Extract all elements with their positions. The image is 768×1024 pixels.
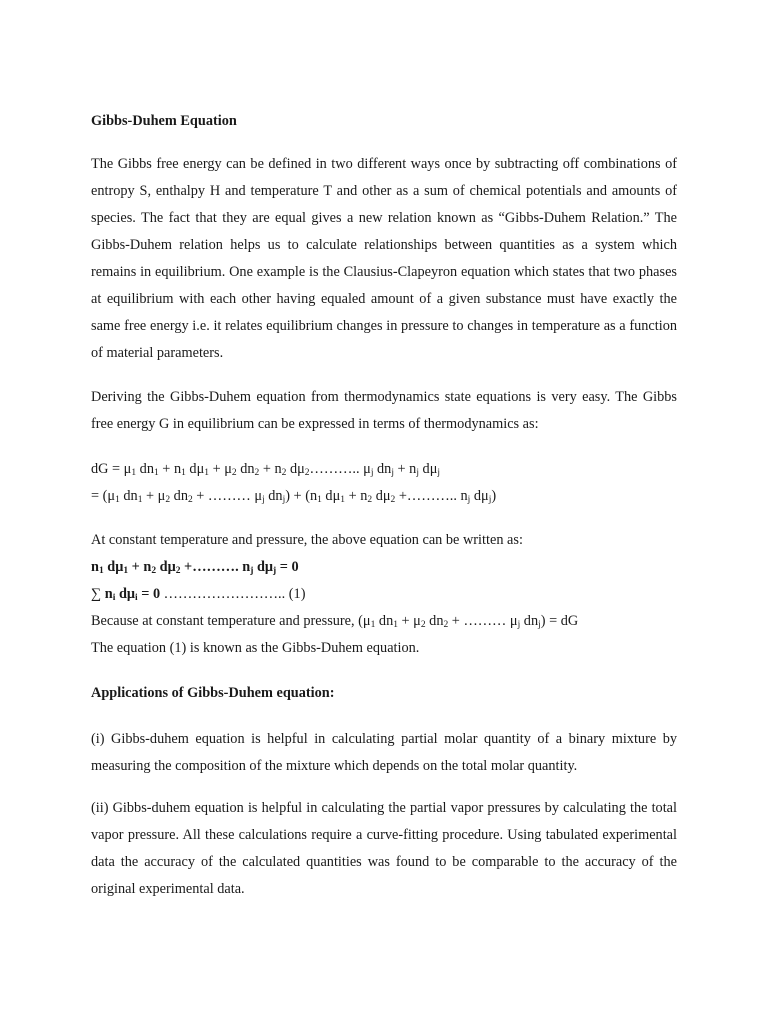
deriving-paragraph-block xyxy=(91,384,677,438)
applications-heading: Applications of Gibbs-Duhem equation: xyxy=(91,685,335,701)
intro-paragraph-block xyxy=(91,151,677,367)
application-one-paragraph: (i) Gibbs-duhem equation is helpful in calculating partial molar quantity of a binary mixture by measuring the composition of the mixture which depends on the total molar quantity. xyxy=(91,731,677,774)
application-two-paragraph: (ii) Gibbs-duhem equation is helpful in calculating the partial vapor pressures by calculating the total vapor pressure. All these calculations require a curve-fitting procedure. Using tabulated experimental data the accuracy of the calculated quantities was found to be comparable to the accuracy of the original experimental data. xyxy=(91,800,677,897)
deriving-paragraph: Deriving the Gibbs-Duhem equation from thermodynamics state equations is very easy. The Gibbs free energy G in equilibrium can be expressed in terms of thermodynamics as: xyxy=(91,389,677,432)
intro-paragraph: The Gibbs free energy can be defined in two different ways once by subtracting off combinations of entropy S, enthalpy H and temperature T and other as a sum of chemical potentials and amounts of species. The fact that they are equal gives a new relation known as “Gibbs-Duhem Relation.” The Gibbs-Duhem relation helps us to calculate relationships between quantities as a system which remains in equilibrium. One example is the Clausius-Clapeyron equation which states that two phases at equilibrium with each other having equaled amount of a given substance must have exactly the same free energy i.e. it relates equilibrium changes in pressure to changes in temperature as a function of material parameters. xyxy=(91,156,677,361)
equation-gibbs-duhem-expanded: $n_1$ $d\mu_1 + n_2$ $d\mu_2$ +………. $n_j$ $d\mu_j = 0$ xyxy=(91,559,299,576)
constant-conditions-text: At constant temperature and pressure, the above equation can be written as: xyxy=(91,532,523,548)
because-statement: Because at constant temperature and pressure, ($\mu_1$ $dn_1 + \mu_2$ $dn_2$ + ……… $\mu_j$ $dn_j$) = dG xyxy=(91,613,579,630)
equation-gibbs-duhem-sum: ∑ $n_i$ $d\mu_i = 0$ …………………….. (1) xyxy=(91,586,306,603)
document-title: Gibbs-Duhem Equation xyxy=(91,113,237,129)
equation-dg-grouped: = ($\mu_1$ $dn_1 + \mu_2$ $dn_2$ + ……… $\mu_j$ $dn_j) + (n_1$ $d\mu_1 + n_2$ $d\mu_2$ +……….. $n_j$ $d\mu_j$) xyxy=(91,488,497,505)
application-two-block xyxy=(91,795,677,903)
known-as-statement: The equation (1) is known as the Gibbs-Duhem equation. xyxy=(91,640,420,656)
application-one-block xyxy=(91,726,677,780)
equation-dg-expanded: dG = $\mu_1$ $dn_1 + n_1$ $d\mu_1 + \mu_2$ $dn_2 + n_2$ $d\mu_2\dots\dots\dots$.. $\mu_j$ $dn_j + n_j$ $d\mu_j$ xyxy=(91,461,441,478)
